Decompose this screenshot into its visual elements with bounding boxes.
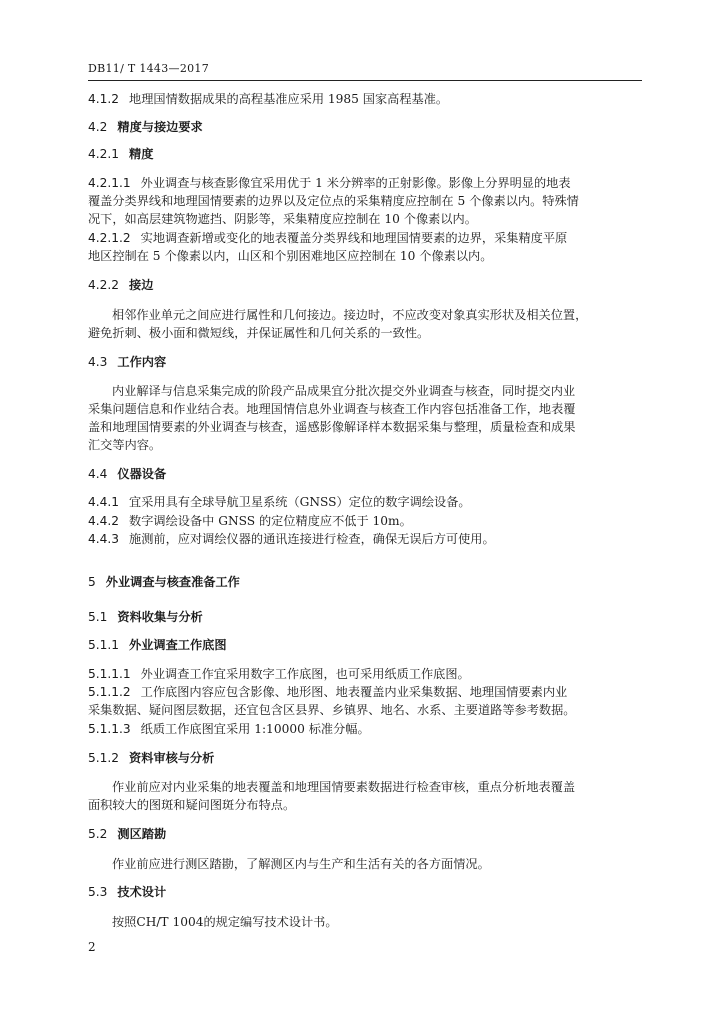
paragraph-line bbox=[88, 532, 644, 547]
clause-number: 5 bbox=[88, 575, 96, 589]
line-text: 纸质工作底图宜采用 1:10000 标准分幅。 bbox=[140, 722, 370, 736]
clause-number: 5.2 bbox=[88, 827, 108, 841]
paragraph-line bbox=[112, 857, 644, 872]
clause-number: 4.3 bbox=[88, 355, 108, 369]
clause-number: 4.2.1.2 bbox=[88, 231, 131, 245]
heading-text: 测区踏勘 bbox=[117, 827, 167, 841]
clause-number: 5.1 bbox=[88, 610, 108, 624]
paragraph-line bbox=[112, 915, 644, 930]
heading-text: 工作内容 bbox=[117, 355, 167, 369]
heading-text: 技术设计 bbox=[117, 885, 167, 899]
clause-number: 5.1.1.1 bbox=[88, 667, 131, 681]
line-text: 地理国情数据成果的高程基准应采用 1985 国家高程基准。 bbox=[129, 92, 449, 106]
line-text: 汇交等内容。 bbox=[88, 438, 162, 452]
line-text: 地区控制在 5 个像素以内，山区和个别困难地区应控制在 10 个像素以内。 bbox=[88, 249, 493, 263]
line-text: 面积较大的图斑和疑问图斑分布特点。 bbox=[88, 798, 296, 812]
line-text: 实地调查新增或变化的地表覆盖分类界线和地理国情要素的边界，采集精度平原 bbox=[140, 231, 568, 245]
header-rule bbox=[88, 80, 642, 81]
clause-number: 4.1.2 bbox=[88, 92, 120, 106]
paragraph-line bbox=[88, 326, 644, 341]
heading-text: 精度与接边要求 bbox=[117, 120, 203, 134]
clause-number: 5.3 bbox=[88, 885, 108, 899]
section-heading bbox=[88, 575, 644, 590]
heading-text: 资料收集与分析 bbox=[117, 610, 203, 624]
section-heading bbox=[88, 147, 644, 162]
page-number: 2 bbox=[88, 940, 96, 954]
line-text: 外业调查工作宜采用数字工作底图，也可采用纸质工作底图。 bbox=[140, 667, 470, 681]
section-heading bbox=[88, 467, 644, 482]
section-heading bbox=[88, 355, 644, 370]
heading-text: 资料审核与分析 bbox=[129, 751, 215, 765]
clause-number: 4.4.3 bbox=[88, 532, 120, 546]
clause-number: 4.2.1.1 bbox=[88, 176, 131, 190]
line-text: 施测前，应对调绘仪器的通讯连接进行检查，确保无误后方可使用。 bbox=[129, 532, 495, 546]
paragraph-line bbox=[88, 514, 644, 529]
paragraph-line bbox=[88, 722, 644, 737]
document-code-header: DB11/ T 1443—2017 bbox=[88, 62, 210, 75]
line-text: 采集数据、疑问图层数据，还宜包含区县界、乡镇界、地名、水系、主要道路等参考数据。 bbox=[88, 703, 576, 717]
line-text: 覆盖分类界线和地理国情要素的边界以及定位点的采集精度应控制在 5 个像素以内。特殊情 bbox=[88, 194, 579, 208]
paragraph-line bbox=[88, 176, 644, 191]
line-text: 相邻作业单元之间应进行属性和几何接边。接边时，不应改变对象真实形状及相关位置， bbox=[112, 308, 588, 322]
paragraph-line bbox=[88, 703, 644, 718]
line-text: 盖和地理国情要素的外业调查与核查，遥感影像解译样本数据采集与整理，质量检查和成果 bbox=[88, 420, 576, 434]
heading-text: 外业调查工作底图 bbox=[129, 638, 227, 652]
paragraph-line bbox=[112, 384, 644, 399]
line-text: 外业调查与核查影像宜采用优于 1 米分辨率的正射影像。影像上分界明显的地表 bbox=[140, 176, 571, 190]
section-heading bbox=[88, 120, 644, 135]
clause-number: 4.2 bbox=[88, 120, 108, 134]
section-heading bbox=[88, 885, 644, 900]
paragraph-line bbox=[88, 798, 644, 813]
paragraph-line bbox=[88, 212, 644, 227]
section-heading bbox=[88, 827, 644, 842]
section-heading bbox=[88, 638, 644, 653]
heading-text: 外业调查与核查准备工作 bbox=[105, 575, 240, 589]
paragraph-line bbox=[88, 249, 644, 264]
line-text: 况下，如高层建筑物遮挡、阴影等，采集精度应控制在 10 个像素以内。 bbox=[88, 212, 477, 226]
line-text: 工作底图内容应包含影像、地形图、地表覆盖内业采集数据、地理国情要素内业 bbox=[140, 685, 568, 699]
line-text: 数字调绘设备中 GNSS 的定位精度应不低于 10m。 bbox=[129, 514, 412, 528]
clause-number: 5.1.2 bbox=[88, 751, 120, 765]
clause-number: 4.4.1 bbox=[88, 495, 120, 509]
section-heading bbox=[88, 610, 644, 625]
line-text: 内业解译与信息采集完成的阶段产品成果宜分批次提交外业调查与核查，同时提交内业 bbox=[112, 384, 576, 398]
clause-number: 4.2.1 bbox=[88, 147, 120, 161]
paragraph-line bbox=[88, 402, 644, 417]
paragraph-line bbox=[88, 438, 644, 453]
line-text: 避免折刺、极小面和微短线，并保证属性和几何关系的一致性。 bbox=[88, 326, 430, 340]
clause-number: 5.1.1.3 bbox=[88, 722, 131, 736]
section-heading bbox=[88, 751, 644, 766]
paragraph-line bbox=[88, 667, 644, 682]
line-text: 作业前应对内业采集的地表覆盖和地理国情要素数据进行检查审核，重点分析地表覆盖 bbox=[112, 780, 576, 794]
line-text: 作业前应进行测区踏勘，了解测区内与生产和生活有关的各方面情况。 bbox=[112, 857, 490, 871]
clause-number: 5.1.1 bbox=[88, 638, 120, 652]
paragraph-line bbox=[88, 420, 644, 435]
line-text: 采集问题信息和作业结合表。地理国情信息外业调查与核查工作内容包括准备工作，地表覆 bbox=[88, 402, 576, 416]
paragraph-line bbox=[112, 308, 644, 323]
paragraph-line bbox=[88, 231, 644, 246]
paragraph-line bbox=[88, 495, 644, 510]
clause-number: 4.4.2 bbox=[88, 514, 120, 528]
clause-number: 4.2.2 bbox=[88, 278, 120, 292]
section-heading bbox=[88, 278, 644, 293]
heading-text: 精度 bbox=[129, 147, 154, 161]
paragraph-line bbox=[112, 780, 644, 795]
paragraph-line bbox=[88, 92, 644, 107]
heading-text: 仪器设备 bbox=[117, 467, 167, 481]
clause-number: 5.1.1.2 bbox=[88, 685, 131, 699]
heading-text: 接边 bbox=[129, 278, 154, 292]
paragraph-line bbox=[88, 685, 644, 700]
clause-number: 4.4 bbox=[88, 467, 108, 481]
paragraph-line bbox=[88, 194, 644, 209]
line-text: 按照CH/T 1004的规定编写技术设计书。 bbox=[112, 915, 338, 929]
line-text: 宜采用具有全球导航卫星系统（GNSS）定位的数字调绘设备。 bbox=[129, 495, 471, 509]
